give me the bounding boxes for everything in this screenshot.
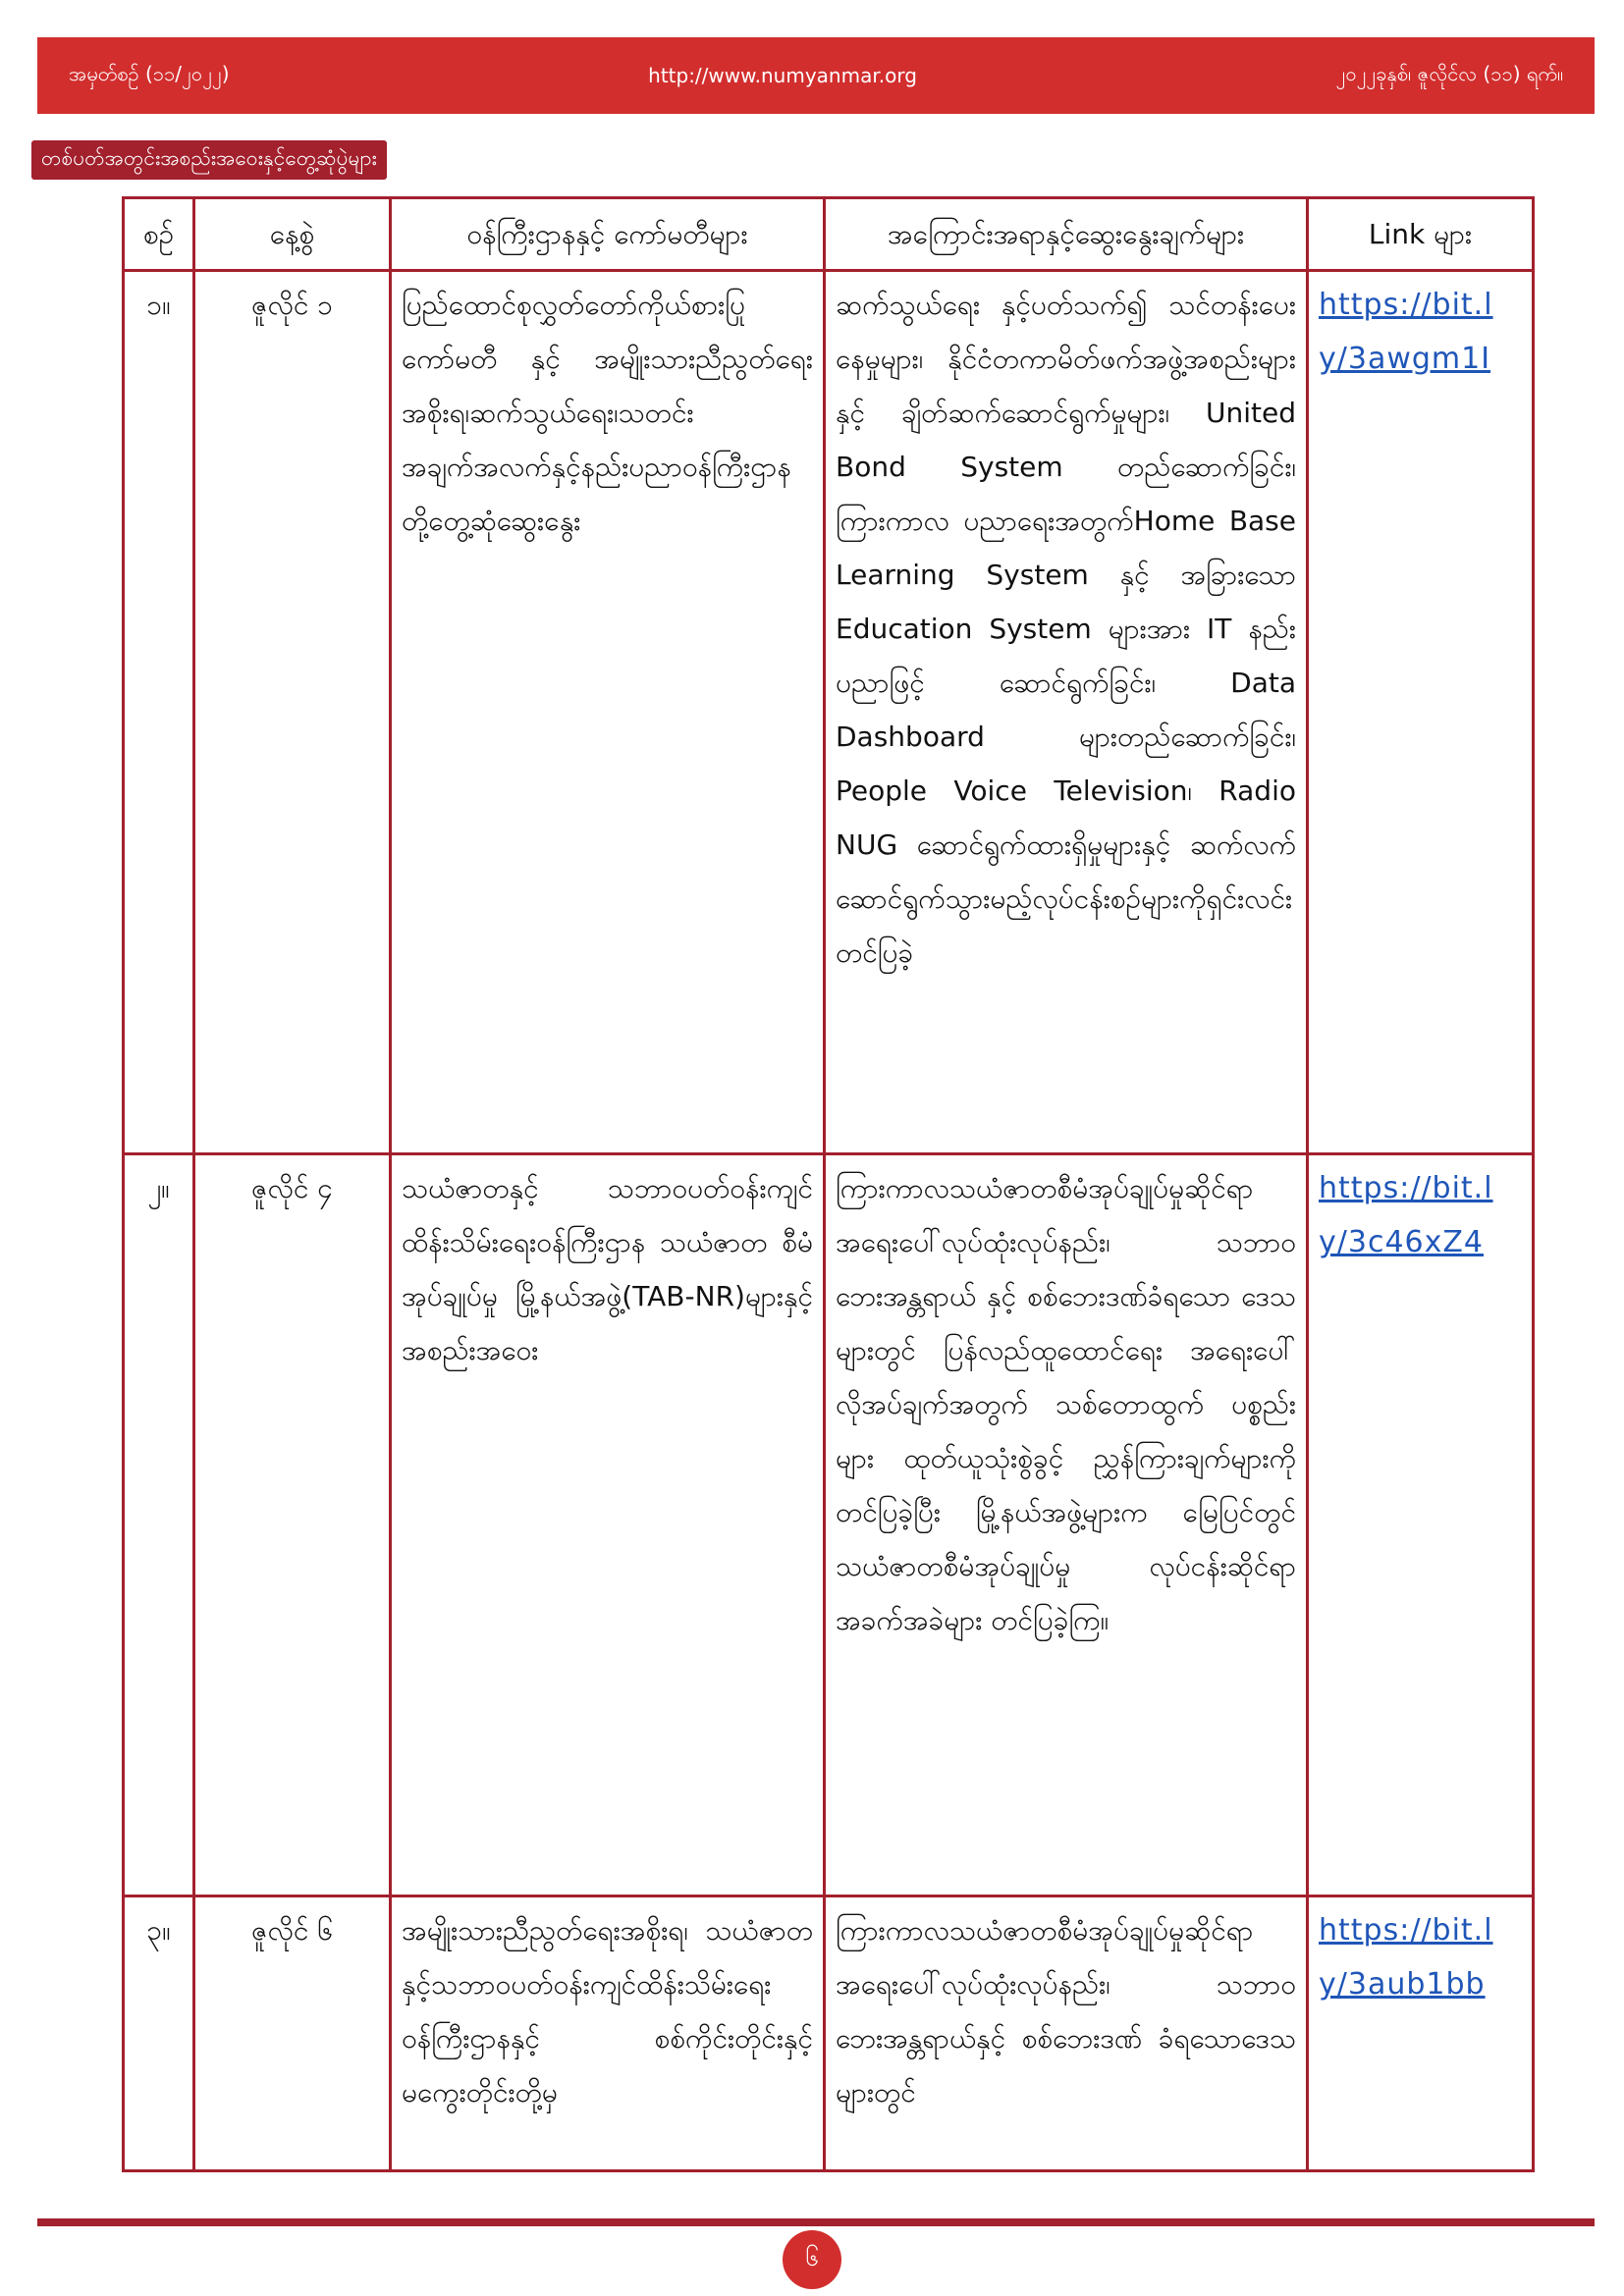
row-topic: ကြားကာလသယံဇာတစီမံအုပ်ချုပ်မှုဆိုင်ရာ အရေးပေါ်လုပ်ထုံးလုပ်နည်း၊ သဘာဝ ဘေးအန္တရာယ်နှင့် စစ်ဘေးဒဏ် ခံရသောဒေသများတွင်: [825, 1896, 1308, 2171]
page-header: [37, 37, 1595, 114]
table-row: [124, 271, 1534, 1154]
header-link: Link များ: [1308, 198, 1534, 271]
row-link-cell: [1308, 1896, 1534, 2171]
row-link-cell: [1308, 1154, 1534, 1896]
issue-number: အမှတ်စဉ် (၁၁/၂၀၂၂): [69, 62, 230, 85]
row-topic: ဆက်သွယ်ရေး နှင့်ပတ်သက်၍ သင်တန်းပေးနေမှုများ၊ နိုင်ငံတကာမိတ်ဖက်အဖွဲ့အစည်းများနှင့် ချိတ်ဆက်ဆောင်ရွက်မှုများ၊ United Bond System တည်ဆောက်ခြင်း၊ ကြားကာလ ပညာရေးအတွက်Home Base Learning System နှင့် အခြားသော Education System များအား IT နည်းပညာဖြင့် ဆောင်ရွက်ခြင်း၊ Data Dashboard များတည်ဆောက်ခြင်း၊ People Voice Television၊ Radio NUG ဆောင်ရွက်ထားရှိမှုများနှင့် ဆက်လက်ဆောင်ရွက်သွားမည့်လုပ်ငန်းစဉ်များကိုရှင်းလင်းတင်ပြခဲ့: [825, 271, 1308, 1154]
website-url[interactable]: http://www.numyanmar.org: [648, 64, 917, 87]
row-date: ဇူလိုင် ၁: [194, 271, 391, 1154]
table-row: [124, 1896, 1534, 2171]
row-no: ၂။: [124, 1154, 194, 1896]
row-date: ဇူလိုင် ၄: [194, 1154, 391, 1896]
row-link[interactable]: https://bit.ly/3aub1bb: [1319, 1913, 1493, 2002]
row-no: ၃။: [124, 1896, 194, 2171]
meetings-table: [122, 196, 1535, 2172]
header-ministry: ဝန်ကြီးဌာနနှင့် ကော်မတီများ: [391, 198, 825, 271]
table-row: [124, 1154, 1534, 1896]
row-date: ဇူလိုင် ၆: [194, 1896, 391, 2171]
row-topic: ကြားကာလသယံဇာတစီမံအုပ်ချုပ်မှုဆိုင်ရာ အရေးပေါ်လုပ်ထုံးလုပ်နည်း၊ သဘာဝ ဘေးအန္တရာယ် နှင့် စစ်ဘေးဒဏ်ခံရသော ဒေသများတွင် ပြန်လည်ထူထောင်ရေး အရေးပေါ် လိုအပ်ချက်အတွက် သစ်တောထွက် ပစ္စည်းများ ထုတ်ယူသုံးစွဲခွင့် ညွှန်ကြားချက်များကို တင်ပြခဲ့ပြီး မြို့နယ်အဖွဲ့များက မြေပြင်တွင် သယံဇာတစီမံအုပ်ချုပ်မှု လုပ်ငန်းဆိုင်ရာ အခက်အခဲများ တင်ပြခဲ့ကြ။: [825, 1154, 1308, 1896]
row-link-cell: [1308, 271, 1534, 1154]
row-no: ၁။: [124, 271, 194, 1154]
row-ministry: သယံဇာတနှင့် သဘာဝပတ်ဝန်းကျင်ထိန်းသိမ်းရေးဝန်ကြီးဌာန သယံဇာတ စီမံအုပ်ချုပ်မှု မြို့နယ်အဖွဲ့(TAB-NR)များနှင့်အစည်းအဝေး: [391, 1154, 825, 1896]
header-no: စဉ်: [124, 198, 194, 271]
section-title: တစ်ပတ်အတွင်းအစည်းအဝေးနှင့်တွေ့ဆုံပွဲများ: [31, 140, 387, 180]
row-ministry: ပြည်ထောင်စုလွှတ်တော်ကိုယ်စားပြုကော်မတီ နှင့် အမျိုးသားညီညွတ်ရေးအစိုးရ၊ဆက်သွယ်ရေး၊သတင်းအချက်အလက်နှင့်နည်းပညာဝန်ကြီးဌာနတို့တွေ့ဆုံဆွေးနွေး: [391, 271, 825, 1154]
issue-date: ၂၀၂၂ခုနှစ်၊ ဇူလိုင်လ (၁၁) ရက်။: [1335, 62, 1563, 85]
header-topic: အကြောင်းအရာနှင့်ဆွေးနွေးချက်များ: [825, 198, 1308, 271]
header-date: နေ့စွဲ: [194, 198, 391, 271]
footer-divider: [37, 2218, 1595, 2226]
row-link[interactable]: https://bit.ly/3c46xZ4: [1319, 1171, 1493, 1259]
row-link[interactable]: https://bit.ly/3awgm1I: [1319, 288, 1493, 376]
row-ministry: အမျိုးသားညီညွတ်ရေးအစိုးရ၊ သယံဇာတနှင့်သဘာဝပတ်ဝန်းကျင်ထိန်းသိမ်းရေးဝန်ကြီးဌာနနှင့် စစ်ကိုင်းတိုင်းနှင့် မကွေးတိုင်းတို့မှ: [391, 1896, 825, 2171]
table-header-row: [124, 198, 1534, 271]
page-number: ၆: [783, 2230, 841, 2289]
